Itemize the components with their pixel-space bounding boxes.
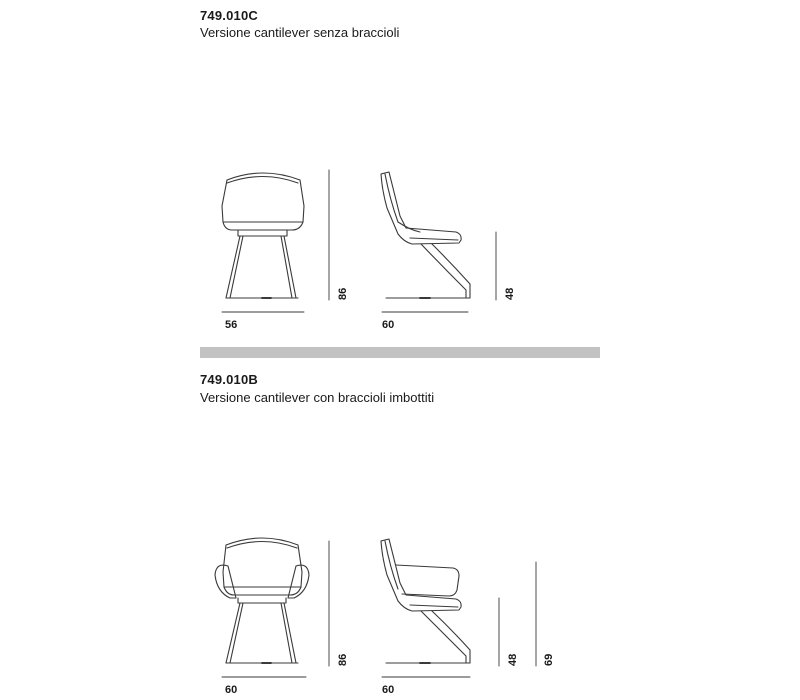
chair-front-view-1: [222, 173, 304, 298]
dim-front-width-2: 60: [225, 684, 238, 696]
dim-front-height-1: 86: [337, 287, 349, 300]
dim-side-arm-height-2: 69: [543, 653, 555, 666]
dim-side-depth-2: 60: [382, 684, 395, 696]
dim-front-height-2: 86: [337, 653, 349, 666]
model-code-1: 749.010C: [200, 8, 258, 23]
model-code-2: 749.010B: [200, 372, 258, 387]
dim-side-seat-height-1: 48: [504, 287, 516, 300]
chair-front-view-2: [215, 538, 309, 663]
chair-side-view-2: [381, 539, 470, 663]
chair-side-view-1: [381, 172, 470, 298]
dim-side-depth-1: 60: [382, 319, 395, 331]
model-description-2: Versione cantilever con braccioli imbottiti: [200, 390, 435, 405]
model-description-1: Versione cantilever senza braccioli: [200, 25, 400, 40]
dimension-lines-2: [222, 541, 536, 677]
dim-front-width-1: 56: [225, 319, 238, 331]
dim-side-seat-height-2: 48: [507, 653, 519, 666]
dimension-lines-1: [222, 170, 496, 312]
